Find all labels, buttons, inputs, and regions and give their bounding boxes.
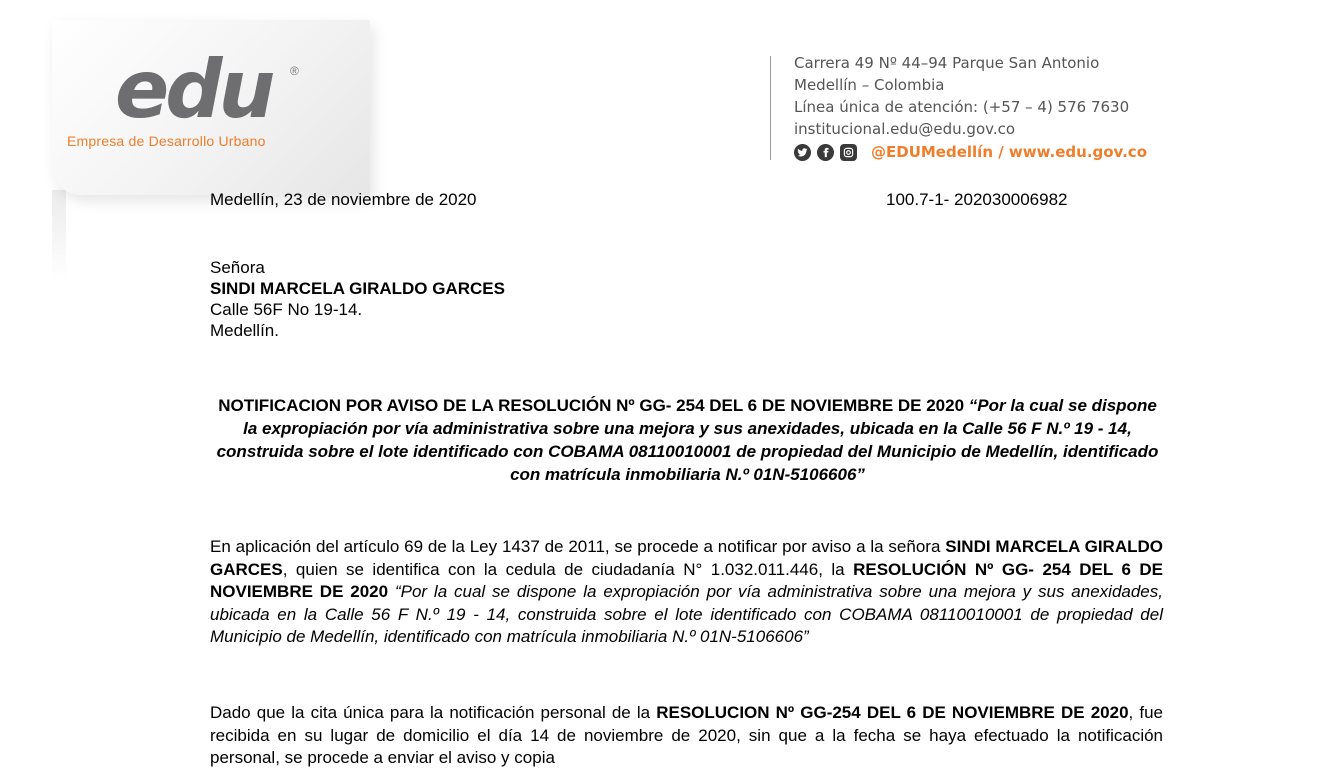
logo-tagline: Empresa de Desarrollo Urbano <box>67 133 266 149</box>
contact-info <box>794 52 1147 163</box>
reference-number: 100.7-1- 202030006982 <box>886 190 1068 209</box>
body-paragraph-1 <box>210 536 1163 649</box>
header-divider <box>770 56 771 160</box>
body-paragraph-2 <box>210 702 1163 770</box>
social-row <box>794 141 1147 163</box>
notice-title-quote: “Por la cual se dispone la expropiación por vía administrativa sobre una mejora y sus anexidades, ubicada en la Calle 56 F N.º 19 - 14, construida sobre el lote identificado con COBAMA 08110010001 de propiedad del Municipio de Medellín, identificado con matrícula inmobiliaria N.º 01N-5106606” <box>216 396 1159 484</box>
twitter-icon[interactable] <box>794 144 811 161</box>
recipient-name: SINDI MARCELA GIRALDO GARCES <box>210 279 505 298</box>
logo-shadow <box>52 190 66 280</box>
contact-city: Medellín – Colombia <box>794 76 945 94</box>
p2-text-b: , fue recibida en su lugar de domicilio el día 14 de noviembre de 2020, sin que a la fecha se haya efectuado la notificación personal, se procede a enviar el aviso y copia <box>210 703 1163 767</box>
p2-resolution: RESOLUCION Nº GG-254 DEL 6 DE NOVIEMBRE DE 2020 <box>656 703 1129 722</box>
contact-phone: Línea única de atención: (+57 – 4) 576 7630 <box>794 98 1130 116</box>
edu-logo: edu <box>115 43 272 136</box>
contact-address: Carrera 49 Nº 44–94 Parque San Antonio <box>794 54 1100 72</box>
recipient-city: Medellín. <box>210 321 279 340</box>
p1-resolution: RESOLUCIÓN Nº GG- 254 DEL 6 DE NOVIEMBRE DE 2020 <box>210 559 1163 601</box>
recipient-address: Calle 56F No 19-14. <box>210 300 363 319</box>
salutation: Señora <box>210 258 265 277</box>
p1-quote: “Por la cual se dispone la expropiación por vía administrativa sobre una mejora y sus anexidades, ubicada en la Calle 56 F N.º 19 - 14, construida sobre el lote identificado con COBAMA 08110010001 de propiedad del Municipio de Medellín, identificado con matrícula inmobiliaria N.º 01N-5106606” <box>210 582 1163 646</box>
instagram-icon[interactable] <box>840 144 857 161</box>
contact-email[interactable]: institucional.edu@edu.gov.co <box>794 120 1016 138</box>
p1-text-b: , quien se identifica con la cedula de ciudadanía N° 1.032.011.446, la <box>282 559 854 579</box>
addressee-block <box>210 257 505 341</box>
registered-mark: ® <box>290 64 299 78</box>
notice-title <box>210 394 1165 486</box>
p1-text-a: En aplicación del artículo 69 de la Ley 1437 de 2011, se procede a notificar por aviso a la señora <box>210 537 946 556</box>
social-handle[interactable]: @EDUMedellín / www.edu.gov.co <box>871 143 1148 161</box>
notice-title-main: NOTIFICACION POR AVISO DE LA RESOLUCIÓN Nº GG- 254 DEL 6 DE NOVIEMBRE DE 2020 <box>218 396 965 415</box>
p2-text-a: Dado que la cita única para la notificación personal de la <box>210 703 657 722</box>
p1-recipient-name: SINDI MARCELA GIRALDO GARCES <box>210 537 1163 579</box>
letter-date: Medellín, 23 de noviembre de 2020 <box>210 190 477 209</box>
facebook-icon[interactable] <box>817 144 834 161</box>
